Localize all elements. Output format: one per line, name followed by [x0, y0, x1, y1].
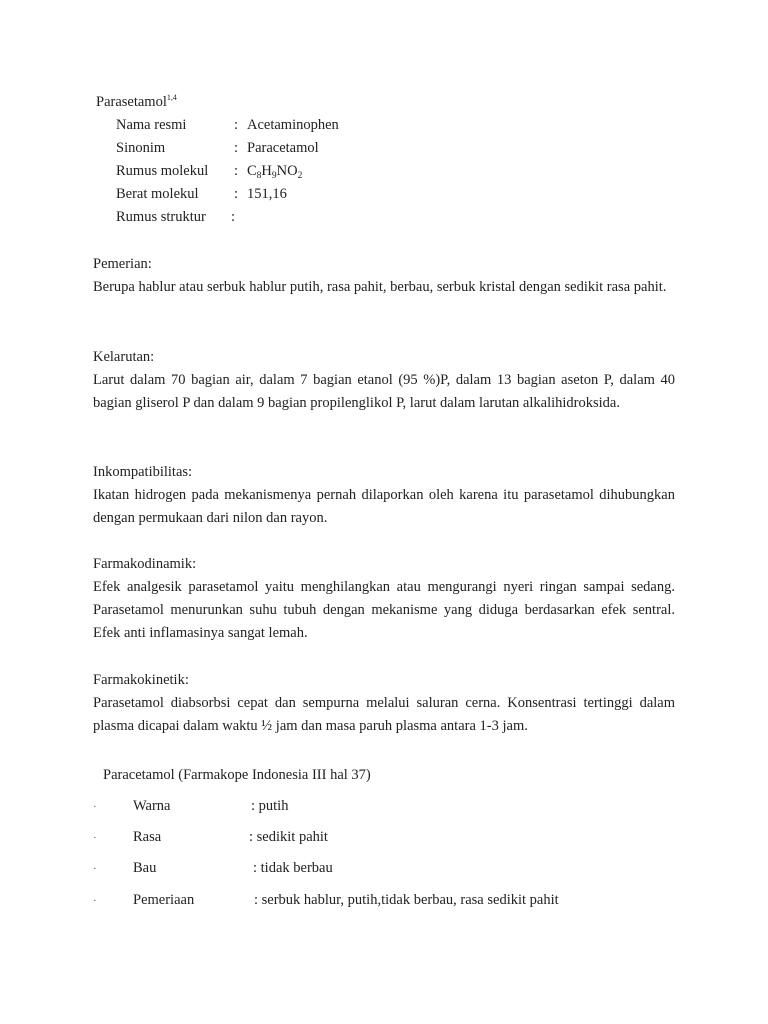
property-separator: :	[231, 209, 236, 225]
section-heading: Farmakodinamik:	[93, 556, 197, 572]
bullet-marker: ·	[93, 863, 97, 875]
formula-subscript: 9	[271, 171, 277, 181]
doc-title-text: Parasetamol	[96, 94, 167, 110]
property-separator: :	[234, 140, 239, 156]
bullet-marker: ·	[93, 832, 97, 844]
list-item-label: Bau	[133, 860, 157, 876]
section-text: Berupa hablur atau serbuk hablur putih, rasa pahit, berbau, serbuk kristal dengan sedikit rasa pahit.	[93, 279, 667, 295]
section-heading: Pemerian:	[93, 256, 152, 272]
bullet-marker: ·	[93, 801, 97, 813]
section-text: Efek analgesik parasetamol yaitu menghilangkan atau mengurangi nyeri ringan sampai sedang. Parasetamol menurunkan suhu tubuh dengan mekanisme yang diduga berdasarkan efek sentral. Efek anti inflamasinya sangat lemah.	[93, 579, 675, 641]
formula-part: C	[247, 163, 257, 179]
list-item-value: : tidak berbau	[253, 860, 333, 876]
property-label: Rumus struktur	[116, 209, 206, 225]
list-item-value: : putih	[251, 798, 289, 814]
property-label: Berat molekul	[116, 186, 199, 202]
property-label: Nama resmi	[116, 117, 187, 133]
farmakope-title: Paracetamol (Farmakope Indonesia III hal 37)	[103, 767, 371, 783]
doc-title	[96, 94, 177, 111]
property-label: Sinonim	[116, 140, 166, 156]
list-item-label: Pemeriaan	[133, 892, 195, 908]
property-label: Rumus molekul	[116, 163, 209, 179]
section-heading: Kelarutan:	[93, 349, 155, 365]
property-separator: :	[234, 117, 239, 133]
section-heading: Farmakokinetik:	[93, 672, 189, 688]
section-farmakodinamik	[93, 553, 675, 645]
formula-part: H	[261, 163, 272, 179]
section-inkompatibilitas	[93, 461, 675, 530]
property-separator: :	[234, 163, 239, 179]
doc-title-superscript: 1,4	[166, 93, 177, 102]
list-item-label: Rasa	[133, 829, 162, 845]
list-item-value: : sedikit pahit	[249, 829, 328, 845]
molecular-formula	[247, 163, 302, 180]
property-value: Paracetamol	[247, 140, 319, 156]
property-separator: :	[234, 186, 239, 202]
formula-part: NO	[276, 163, 298, 179]
formula-subscript: 8	[256, 171, 262, 181]
section-text: Larut dalam 70 bagian air, dalam 7 bagian etanol (95 %)P, dalam 13 bagian aseton P, dalam 40 bagian gliserol P dan dalam 9 bagian propilenglikol P, larut dalam larutan alkalihidroksida.	[93, 372, 675, 411]
list-item-label: Warna	[133, 798, 171, 814]
property-value: Acetaminophen	[247, 117, 339, 133]
formula-subscript: 2	[297, 171, 303, 181]
section-kelarutan	[93, 346, 675, 415]
section-text: Parasetamol diabsorbsi cepat dan sempurna melalui saluran cerna. Konsentrasi tertinggi dalam plasma dicapai dalam waktu ½ jam dan masa paruh plasma antara 1-3 jam.	[93, 695, 675, 734]
section-farmakokinetik	[93, 669, 675, 738]
section-pemerian	[93, 253, 675, 299]
list-item-value: : serbuk hablur, putih,tidak berbau, rasa sedikit pahit	[254, 892, 559, 908]
bullet-marker: ·	[93, 895, 97, 907]
section-heading: Inkompatibilitas:	[93, 464, 193, 480]
property-value: 151,16	[247, 186, 287, 202]
section-text: Ikatan hidrogen pada mekanismenya pernah dilaporkan oleh karena itu parasetamol dihubungkan dengan permukaan dari nilon dan rayon.	[93, 487, 675, 526]
